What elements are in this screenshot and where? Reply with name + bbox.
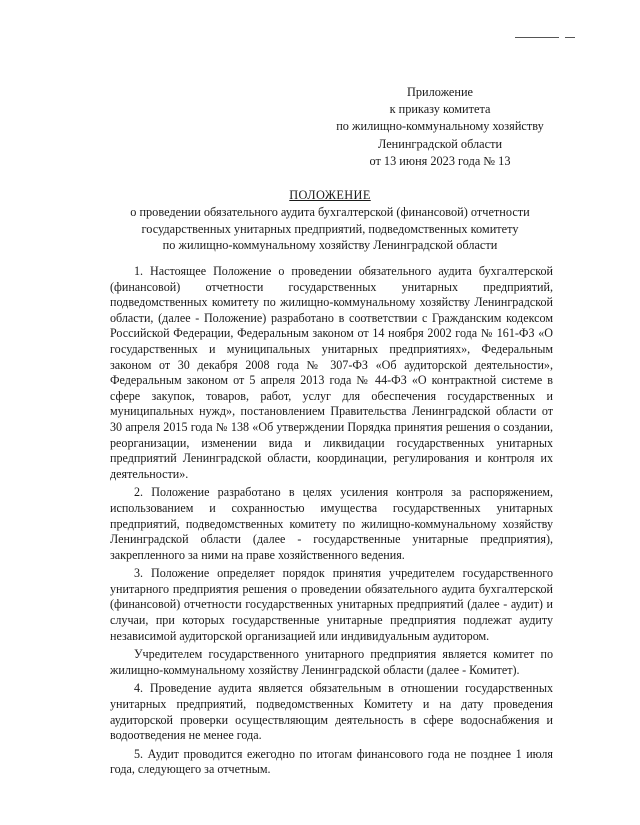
document-heading: ПОЛОЖЕНИЕ [289,188,371,202]
document-body [110,264,553,781]
paragraph-3: 3. Положение определяет порядок принятия учредителем государственного унитарного предприятия решения о проведении обязательного аудита бухгалтерской (финансовой) отчетности государственных унитарных предприятий (далее - аудит) и случаи, при которых государственные унитарные предприятия подлежат аудиту независимой аудиторской организацией или индивидуальным аудитором. [110,566,553,643]
appendix-line: по жилищно-коммунальному хозяйству [336,119,544,134]
paragraph-4: 4. Проведение аудита является обязательным в отношении государственных унитарных предприятий, подведомственных Комитету и на дату проведения аудиторской проверки осуществляющим деятельность в сфере водоснабжения и водоотведения не менее года. [110,681,553,743]
document-subtitle-line: по жилищно-коммунальному хозяйству Ленинградской области [162,238,498,253]
scan-artifact-line [515,37,559,38]
paragraph-1: 1. Настоящее Положение о проведении обязательного аудита бухгалтерской (финансовой) отчетности государственных унитарных предприятий, подведомственных комитету по жилищно-коммунальному хозяйству Ленинградской области, (далее - Положение) разработано в соответствии с Гражданским кодексом Российской Федерации, Федеральным законом от 14 ноября 2002 года № 161-ФЗ «О государственных и муниципальных унитарных предприятиях», Федеральным законом от 30 декабря 2008 года № 307-ФЗ «Об аудиторской деятельности», Федеральным законом от 5 апреля 2013 года № 44-ФЗ «О контрактной системе в сфере закупок, товаров, работ, услуг для обеспечения государственных и муниципальных нужд», постановлением Правительства Ленинградской области от 30 апреля 2015 года № 138 «Об утверждении Порядка принятия решения о создании, реорганизации, изменении вида и ликвидации государственных унитарных предприятий Ленинградской области, координации, регулирования и контроля их деятельности». [110,264,553,481]
document-subtitle-line: о проведении обязательного аудита бухгалтерской (финансовой) отчетности [130,204,530,219]
appendix-line: Приложение [407,85,473,99]
appendix-date-line: от 13 июня 2023 года № 13 [369,153,511,168]
appendix-line: к приказу комитета [389,102,491,117]
document-subtitle-line: государственных унитарных предприятий, подведомственных комитету [141,221,519,236]
paragraph-5: 5. Аудит проводится ежегодно по итогам финансового года не позднее 1 июля года, следующего за отчетным. [110,746,553,777]
paragraph-3-founder: Учредителем государственного унитарного предприятия является комитет по жилищно-коммунальному хозяйству Ленинградской области (далее - Комитет). [110,647,553,677]
appendix-line: Ленинградской области [377,136,503,151]
document-title-block [110,187,550,254]
scan-artifact-line [565,37,575,38]
appendix-block [330,84,550,170]
paragraph-2: 2. Положение разработано в целях усиления контроля за распоряжением, использованием и сохранностью имущества государственных унитарных предприятий, подведомственных комитету по жилищно-коммунальному хозяйству Ленинградской области (далее - государственные унитарные предприятия), закрепленного за ними на праве хозяйственного ведения. [110,485,553,562]
